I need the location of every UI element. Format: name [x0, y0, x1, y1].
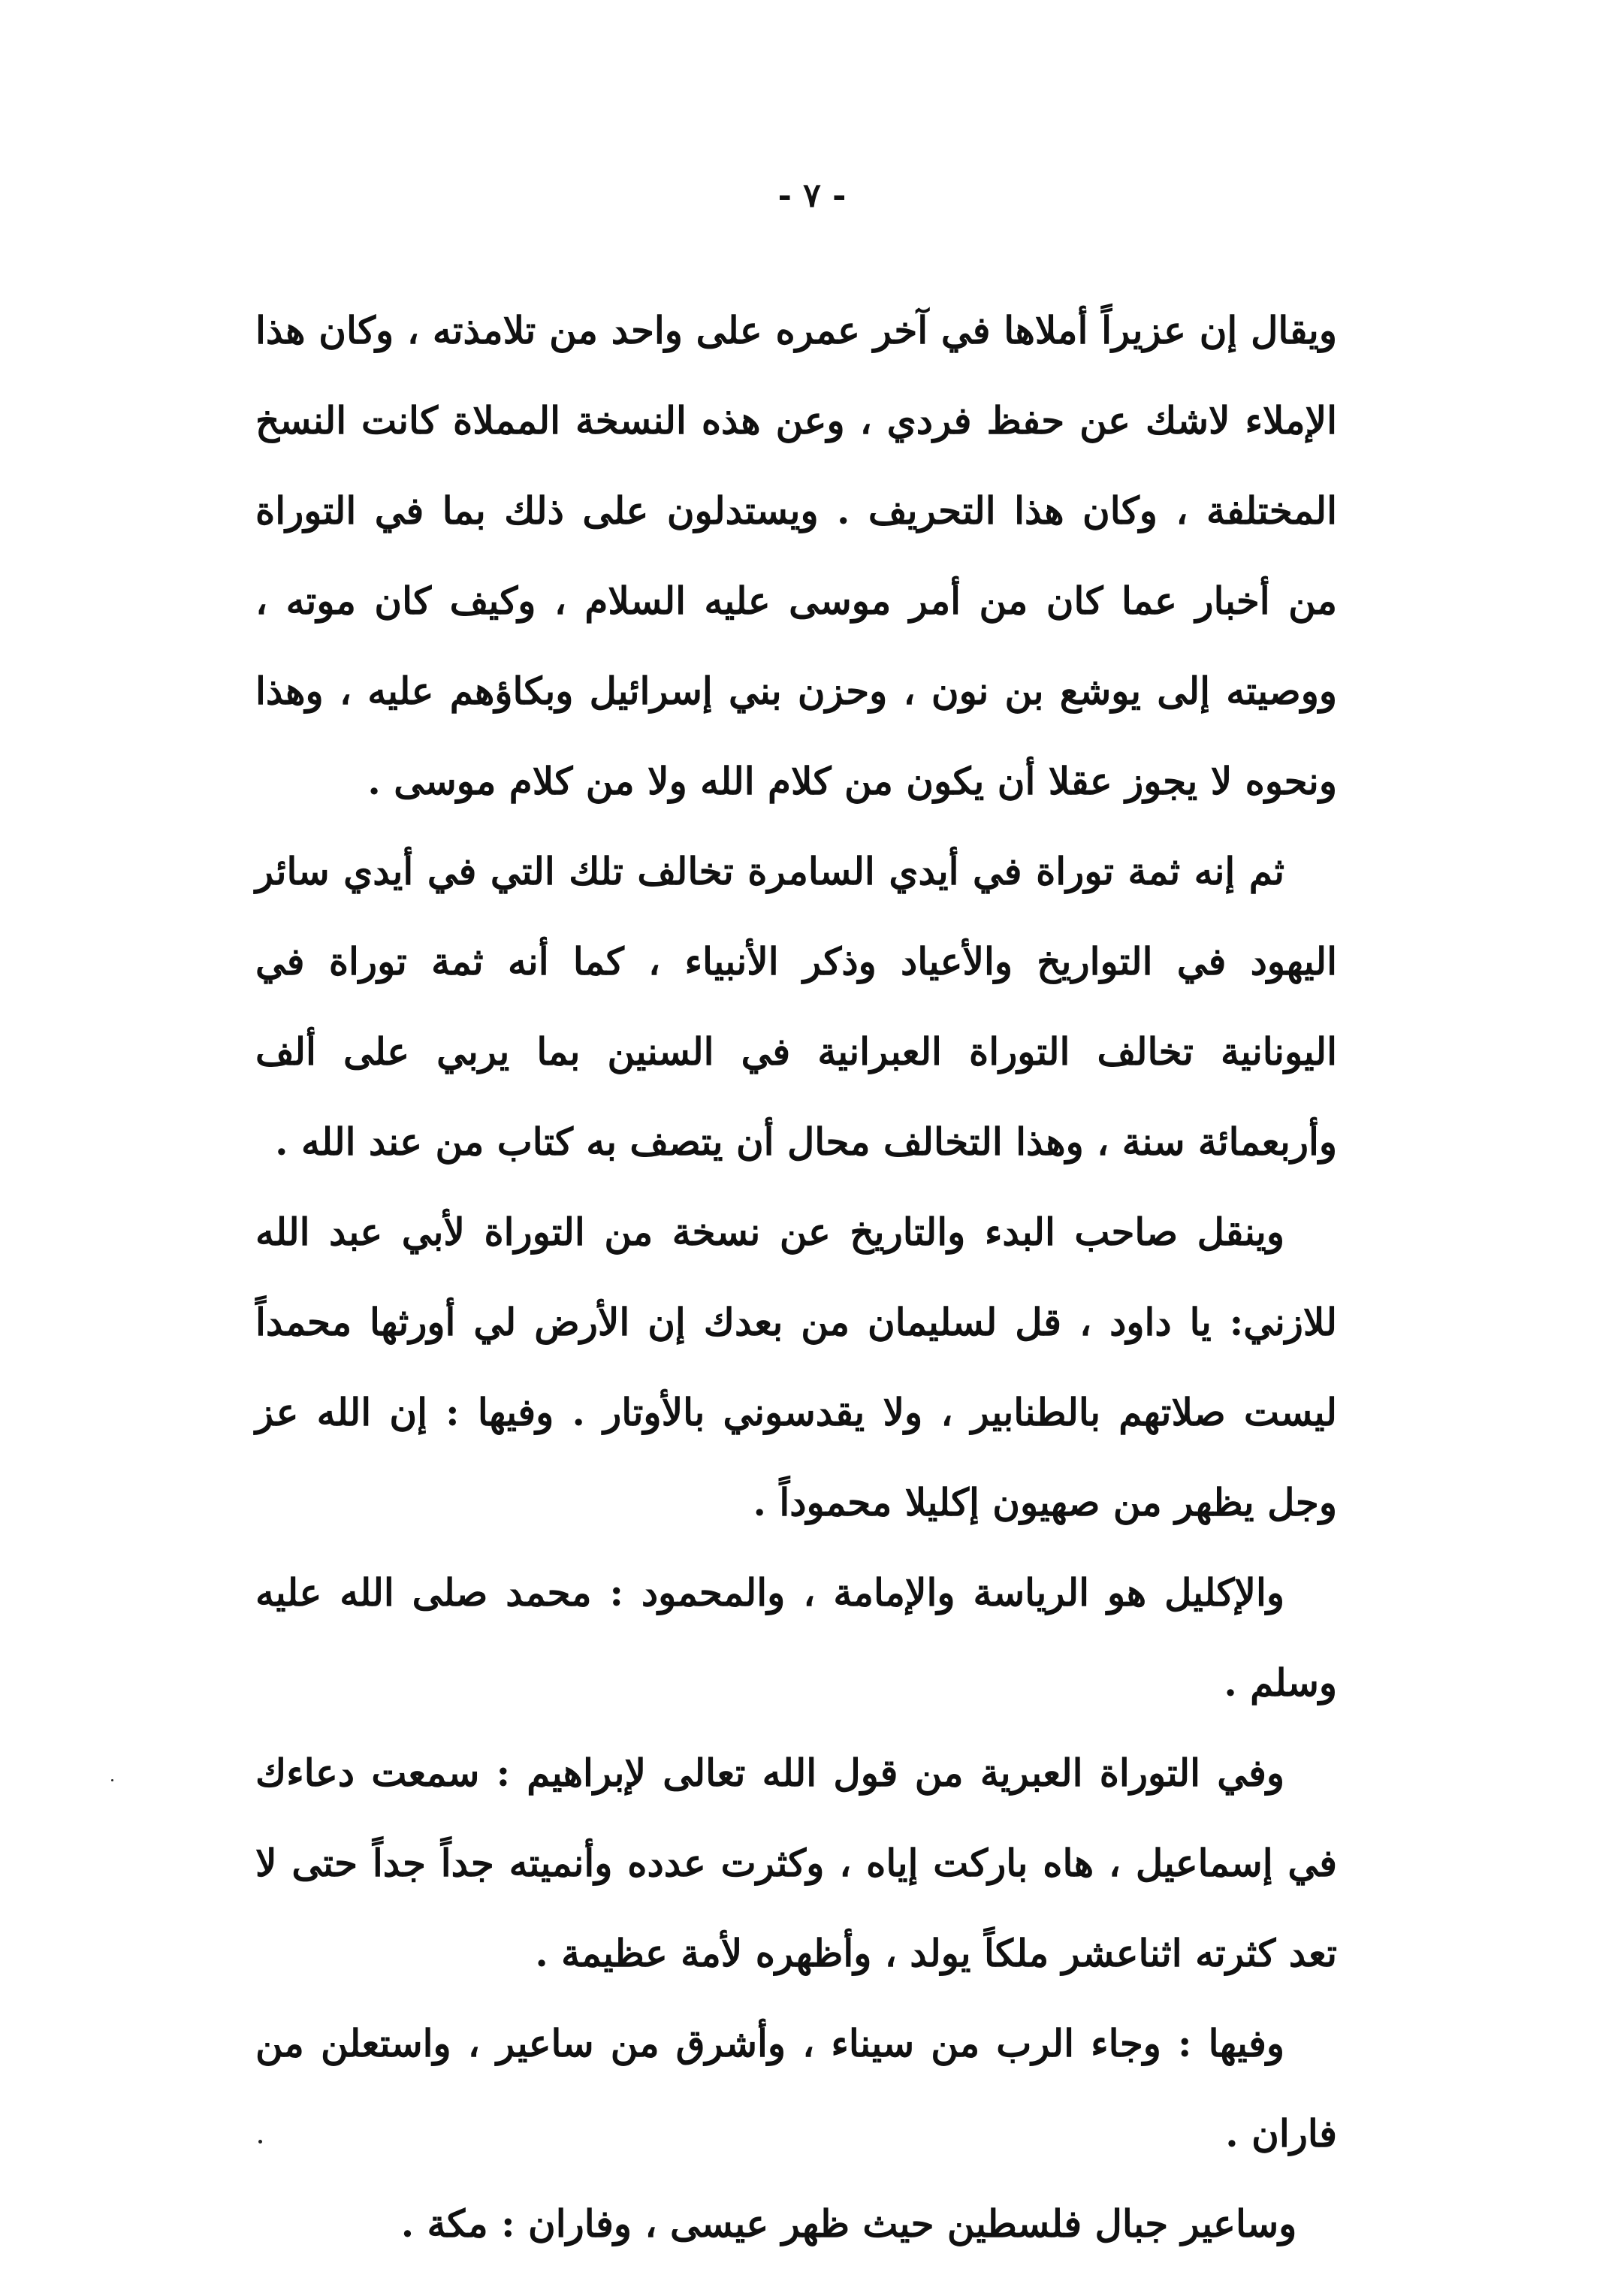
page-number: - ٧ -	[777, 177, 847, 215]
paragraph-samaritan-torah: ثم إنه ثمة توراة في أيدي السامرة تخالف تلك التي في أيدي سائر اليهود في التواريخ والأعياد وذكر الأنبياء ، كما أنه ثمة توراة في اليونانية تخالف التوراة العبرانية في السنين بما يربي على ألف وأربعمائة سنة ، وهذا التخالف محال أن يتصف به كتاب من عند الله .	[255, 849, 1337, 1164]
paragraph-iklil-meaning: والإكليل هو الرياسة والإمامة ، والمحمود : محمد صلى الله عليه وسلم .	[255, 1570, 1337, 1705]
scan-speck	[258, 2140, 262, 2144]
paragraph-ismail-blessing: وفي التوراة العبرية من قول الله تعالى لإبراهيم : سمعت دعاءك في إسماعيل ، هاه باركت إياه ، وكثرت عدده وأنميته جداً جداً حتى لا تعد كثرته اثناعشر ملكاً يولد ، وأظهره لأمة عظيمة .	[255, 1751, 1337, 1975]
paragraph-albadu-quote: وينقل صاحب البدء والتاريخ عن نسخة من التوراة لأبي عبد الله للازني: يا داود ، قل لسليمان من بعدك إن الأرض لي أورثها محمداً ليست صلاتهم بالطنابير ، ولا يقدسوني بالأوتار . وفيها : إن الله عز وجل يظهر من صهيون إكليلا محموداً .	[255, 1210, 1337, 1524]
paragraph-places-explained: وساعير جبال فلسطين حيث ظهر عيسى ، وفاران : مكة .	[400, 2201, 1297, 2246]
paragraph-ezra-dictation: ويقال إن عزيراً أملاها في آخر عمره على واحد من تلامذته ، وكان هذا الإملاء لاشك عن حفظ فردي ، وعن هذه النسخة المملاة كانت النسخ المختلفة ، وكان هذا التحريف . ويستدلون على ذلك بما في التوراة من أخبار عما كان من أمر موسى عليه السلام ، وكيف كان موته ، ووصيته إلى يوشع بن نون ، وحزن بني إسرائيل وبكاؤهم عليه ، وهذا ونحوه لا يجوز عقلا أن يكون من كلام الله ولا من كلام موسى .	[255, 308, 1337, 803]
body-text	[255, 286, 1337, 2269]
paragraph-sinai-saeer-faran: وفيها : وجاء الرب من سيناء ، وأشرق من ساعير ، واستعلن من فاران .	[255, 2021, 1337, 2156]
scan-speck	[111, 1779, 113, 1781]
